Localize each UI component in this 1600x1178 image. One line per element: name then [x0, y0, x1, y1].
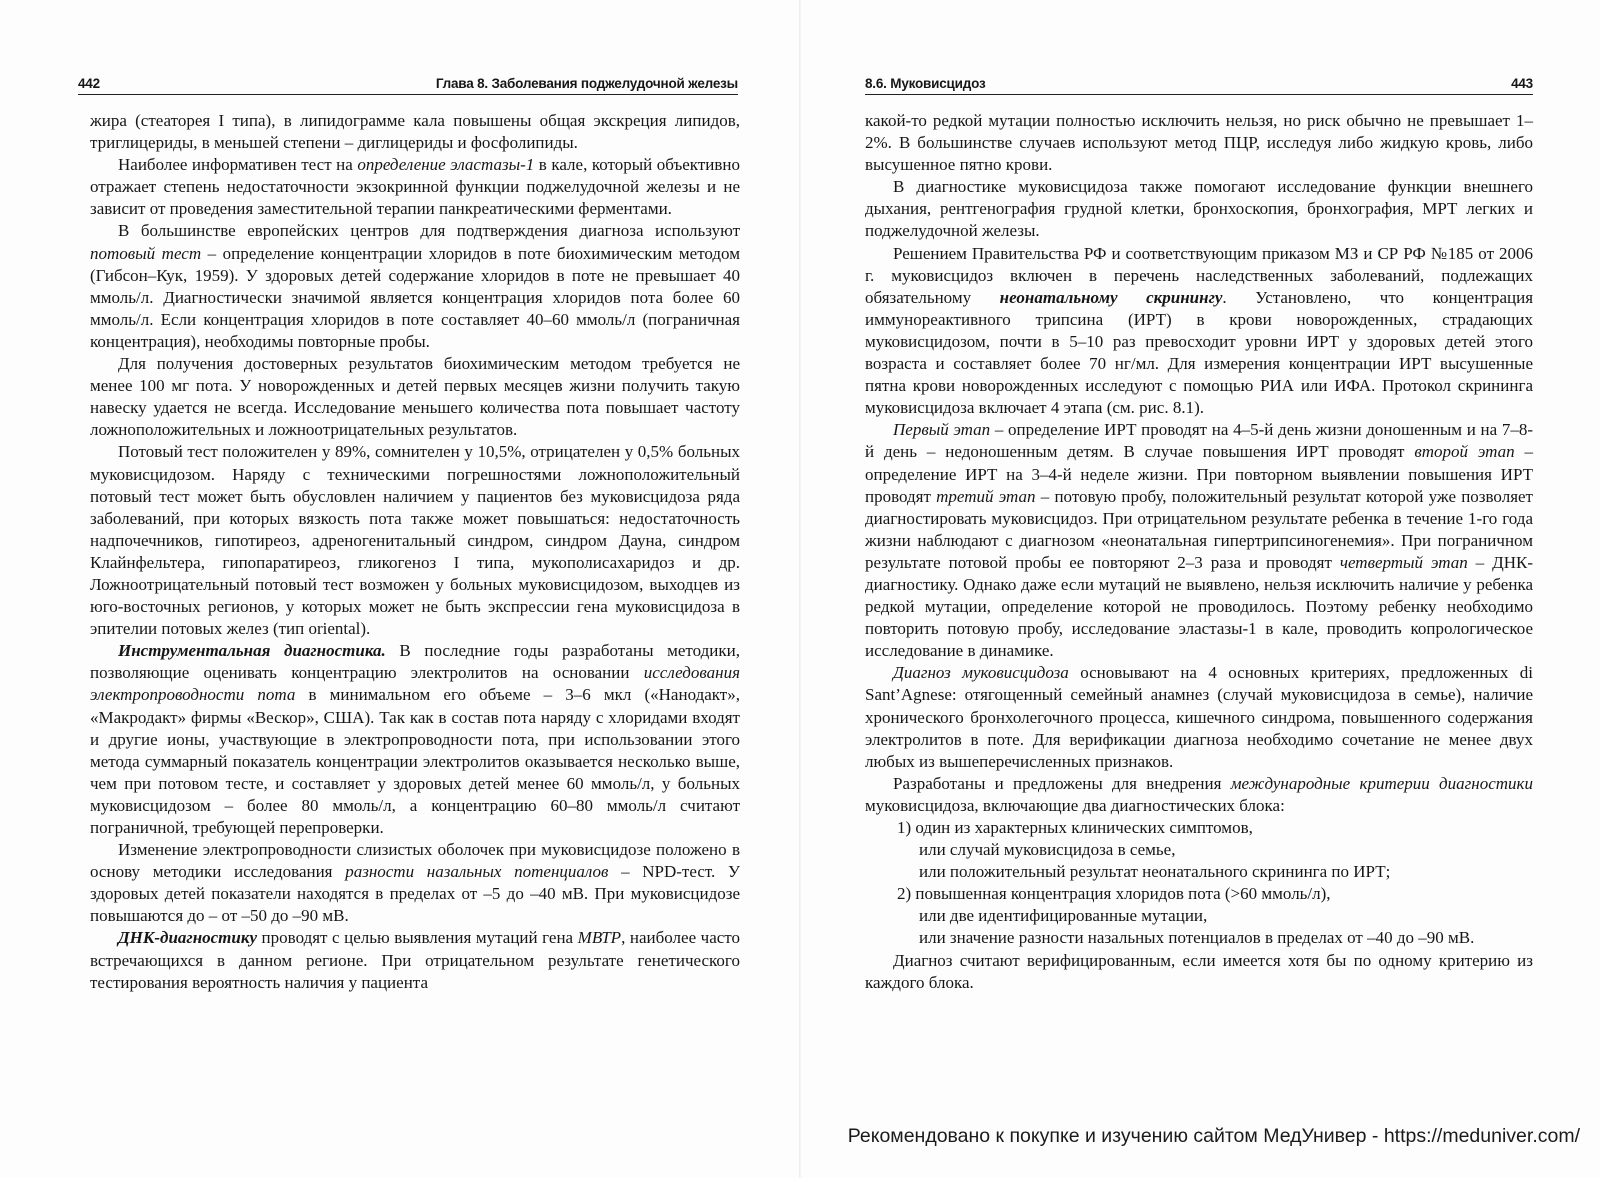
text-run: В диагностике муковисцидоза также помогают исследование функции внешнего дыхания, рентгенография грудной клетки, бронхоскопия, бронхография, МРТ легких и поджелудочной железы. [865, 177, 1533, 241]
running-header-right [865, 76, 1533, 95]
text-run: основывают на 4 основных критериях, предложенных di Sant’Agnese: отягощенный семейный анамнез (случай муковисцидоза в семье), наличие хронического бронхолегочного процесса, кишечного синдрома, повышенного содержания электролитов в поте. Для верификации диагноза необходимо сочетание не менее двух любых из вышеперечисленных признаков. [865, 663, 1534, 771]
text-run: – определение ИРТ на 3–4-й неделе жизни. При повторном выявлении повышения ИРТ проводят [865, 442, 1533, 506]
paragraph [90, 441, 740, 640]
text-run: муковисцидоза, включающие два диагностических блока: [865, 795, 1285, 815]
paragraph [865, 419, 1533, 662]
chapter-title: Глава 8. Заболевания поджелудочной железы [435, 76, 738, 91]
text-run: . Установлено, что концентрация иммунореактивного трипсина (ИРТ) в крови новорожденных, страдающих муковисцидозом, почти в 5–10 раз превосходит уровни ИРТ у здоровых детей этого возраста и составляет более 70 нг/мл. Для измерения концентрации ИРТ высушенные пятна крови новорожденных исследуют с помощью РИА или ИФА. Протокол скрининга муковисцидоза включает 4 этапа (см. рис. 8.1). [865, 287, 1534, 418]
text-run: В последние годы разработаны методики, позволяющие оценивать концентрацию электролитов на основании [90, 641, 740, 683]
emphasized-term: исследования электропроводности пота [90, 663, 740, 705]
emphasized-term: разности назальных потенциалов [345, 862, 609, 882]
paragraph [865, 176, 1533, 242]
right-page-body [865, 110, 1533, 994]
paragraph [90, 839, 740, 927]
footer-recommendation[interactable]: Рекомендовано к покупке и изучению сайтом МедУнивер - https://meduniver.com/ [847, 1125, 1580, 1147]
emphasized-term: определение эластазы-1 [357, 155, 535, 175]
paragraph [865, 662, 1533, 772]
text-run: Потовый тест положителен у 89%, сомнителен у 10,5%, отрицателен у 0,5% больных муковисцидозом. Наряду с техническими погрешностями ложноположительный потовый тест может быть обусловлен наличием у пациентов без муковисцидоза ряда заболеваний, при которых вязкость пота также может повышаться: недостаточность надпочечников, гипотиреоз, адреногенитальный синдром, синдром Дауна, синдром Клайнфельтера, гипопаратиреоз, гликогеноз I типа, мукополисахаридоз и др. Ложноотрицательный потовый тест возможен у больных муковисцидозом, выходцев из юго-восточных регионов, у которых может не быть экспрессии гена муковисцидоза в эпителии потовых желез (тип oriental). [90, 442, 740, 639]
closing-paragraph: Диагноз считают верифицированным, если имеется хотя бы по одному критерию из каждого блока. [865, 950, 1533, 992]
emphasized-term: международные критерии диагностики [1230, 773, 1533, 793]
criteria-block [897, 817, 1533, 883]
paragraph [90, 220, 740, 353]
criteria-subitem: или случай муковисцидоза в семье, [919, 840, 1176, 860]
text-run: – определение концентрации хлоридов в поте биохимическим методом (Гибсон–Кук, 1959). У здоровых детей содержание хлоридов в поте не превышает 40 ммоль/л. Диагностически значимой является концентрация хлоридов пота более 60 ммоль/л. Если концентрация хлоридов в поте составляет 40–60 ммоль/л (пограничная концентрация), необходимы повторные пробы. [90, 243, 740, 351]
left-page-body [90, 110, 740, 994]
text-run: в кале, который объективно отражает степень недостаточности экзокринной функции поджелудочной железы и не зависит от проведения заместительной терапии панкреатическими ферментами. [90, 155, 740, 219]
text-run: – ДНК-диагностику. Однако даже если мутаций не выявлено, нельзя исключить наличие у ребенка редкой мутации, определение которой не проводилось. Поэтому ребенку необходимо повторить потовую пробу, исследование эластазы-1 в кале, проводить копрологическое исследование в динамике. [865, 552, 1533, 661]
text-run: Наиболее информативен тест на [118, 155, 358, 175]
text-run: – определение ИРТ проводят на 4–5-й день жизни доношенным и на 7–8-й день – недоношенным детям. В случае повышения ИРТ проводят [865, 420, 1533, 462]
emphasized-term: Инструментальная диагностика. [118, 641, 386, 661]
paragraph [90, 640, 740, 839]
paragraph [865, 110, 1533, 176]
text-run: Решением Правительства РФ и соответствующим приказом МЗ и СР РФ №185 от 2006 г. муковисцидоз включен в перечень наследственных заболеваний, подлежащих обязательному [865, 243, 1533, 307]
text-run: В большинстве европейских центров для подтверждения диагноза используют [118, 221, 740, 241]
text-run: в минимальном его объеме – 3–6 мкл («Нанодакт», «Макродакт» фирмы «Вескор», США). Так как в состав пота наряду с хлоридами входят и другие ионы, участвующие в электропроводности пота, при использовании этого метода суммарный показатель концентрации электролитов оказывается несколько выше, чем при потовом тесте, и составляет у здоровых детей менее 60 ммоль/л, у больных муковисцидозом – более 80 ммоль/л, а концентрацию 60–80 ммоль/л считают пограничной, требующей перепроверки. [90, 685, 740, 837]
emphasized-term: четвертый этап [1339, 552, 1468, 572]
text-run: Разработаны и предложены для внедрения [893, 773, 1231, 793]
text-run: – NPD-тест. У здоровых детей показатели находятся в пределах от –5 до –40 мВ. При муковисцидозе повышаются до – от –50 до –90 мВ. [90, 862, 740, 926]
page-number: 443 [1511, 76, 1533, 91]
emphasized-term: Первый этап [893, 420, 991, 440]
text-run: – потовую пробу, положительный результат которой уже позволяет диагностировать муковисцидоз. При отрицательном результате ребенка в течение 1-го года жизни наблюдают с диагнозом «неонатальная гипертрипсиногенемия». При пограничном результате потовой пробы ее повторяют 2–3 раза и проводят [865, 486, 1533, 572]
page-gutter [799, 0, 801, 1178]
emphasized-term: ДНК-диагностику [118, 928, 258, 948]
emphasized-term: третий этап [936, 486, 1036, 506]
paragraph [90, 110, 740, 154]
emphasized-term: МВТР [577, 928, 622, 948]
text-run: Для получения достоверных результатов биохимическим методом требуется не менее 100 мг пота. У новорожденных и детей первых месяцев жизни получить такую навеску удается не всегда. Исследование меньшего количества пота повышает частоту ложноположительных и ложноотрицательных результатов. [90, 354, 740, 440]
text-run: жира (стеаторея I типа), в липидограмме кала повышены общая экскреция липидов, триглицериды, в меньшей степени – диглицериды и фосфолипиды. [90, 111, 740, 153]
running-header-left [78, 76, 738, 95]
emphasized-term: потовый тест [90, 243, 202, 263]
paragraph [90, 154, 740, 220]
criteria-item: 2) повышенная концентрация хлоридов пота (>60 ммоль/л), [897, 884, 1331, 904]
emphasized-term: второй этап [1414, 442, 1515, 462]
criteria-subitem: или две идентифицированные мутации, [919, 906, 1208, 926]
section-title: 8.6. Муковисцидоз [865, 76, 986, 91]
right-paragraphs [865, 110, 1533, 817]
criteria-item: 1) один из характерных клинических симптомов, [897, 818, 1253, 837]
criteria-block [897, 883, 1533, 949]
paragraph [865, 243, 1533, 420]
paragraph [90, 353, 740, 441]
criteria-subitem: или положительный результат неонатального скрининга по ИРТ; [919, 862, 1391, 882]
text-run: проводят с целью выявления мутаций гена [257, 928, 578, 948]
text-run: какой-то редкой мутации полностью исключить нельзя, но риск обычно не превышает 1–2%. В большинстве случаев используют метод ПЦР, исследуя либо жидкую кровь, либо высушенное пятно крови. [865, 111, 1533, 175]
page-number: 442 [78, 76, 100, 91]
criteria-subitem: или значение разности назальных потенциалов в пределах от –40 до –90 мВ. [919, 928, 1475, 948]
emphasized-term: неонатальному скринингу [999, 287, 1223, 307]
paragraph [90, 927, 740, 993]
emphasized-term: Диагноз муковисцидоза [893, 663, 1069, 683]
text-run: , наиболее часто встречающихся в данном регионе. При отрицательном результате генетического тестирования вероятность наличия у пациента [90, 928, 741, 992]
criteria-list [865, 817, 1533, 950]
paragraph [865, 773, 1533, 817]
text-run: Изменение электропроводности слизистых оболочек при муковисцидозе положено в основу методики исследования [90, 840, 740, 882]
